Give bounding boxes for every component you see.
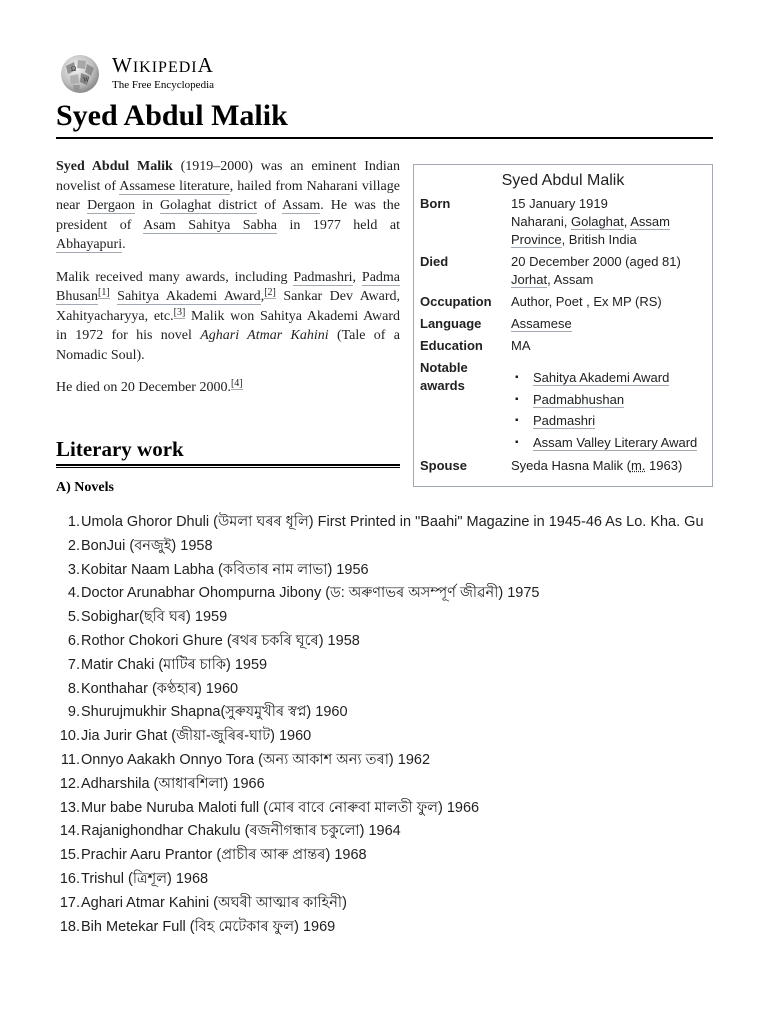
novel-title: Rothor Chokori Ghure (ৰথৰ চকৰি ঘূৰে) 1958 (81, 632, 360, 649)
infobox-row-language (420, 315, 706, 333)
novel-title: Bih Metekar Full (বিহ মেটেকাৰ ফুল) 1969 (81, 918, 336, 935)
text: , (352, 269, 362, 285)
list-item (56, 654, 716, 678)
text: Malik won Sahitya Akademi Award in 1972 for his novel (56, 308, 400, 343)
wordmark-title: WIKIPEDIA (112, 53, 214, 77)
list-item (56, 916, 716, 940)
link-jorhat[interactable]: Jorhat (511, 272, 548, 287)
text: He died on 20 December 2000. (56, 380, 231, 395)
list-number: 4. (67, 585, 80, 602)
list-item (56, 820, 716, 844)
link-golaghat-district[interactable]: Golaghat district (159, 198, 258, 213)
list-number: 18. (59, 918, 80, 935)
born-date: 15 January 1919 (511, 196, 608, 211)
lead-section (56, 157, 400, 411)
award-item (511, 389, 706, 411)
died-place (511, 271, 706, 289)
section-heading-literary-work: Literary work (56, 437, 184, 461)
novel-title: Konthahar (কণ্ঠহাৰ) 1960 (81, 680, 239, 697)
list-item (56, 844, 716, 868)
infobox-row-spouse (420, 457, 706, 475)
infobox-label: Notable awards (420, 360, 468, 393)
infobox-row-born (420, 195, 706, 249)
infobox-row-occupation (420, 293, 706, 311)
list-number: 11. (60, 751, 80, 768)
svg-text:W: W (83, 76, 90, 84)
list-number: 9. (67, 704, 80, 721)
text: in (135, 198, 160, 213)
wordmark-tagline: The Free Encyclopedia (112, 79, 215, 91)
list-number: 15. (59, 847, 80, 864)
infobox-label: Born (420, 196, 451, 211)
link-assamese[interactable]: Assamese (511, 316, 572, 331)
list-number: 2. (67, 537, 80, 554)
infobox-value (511, 359, 706, 453)
infobox-label: Died (420, 254, 449, 269)
link-asam-sahitya-sabha[interactable]: Asam Sahitya Sabha (143, 217, 277, 233)
svg-text:Ω: Ω (71, 65, 77, 73)
link-padmashri[interactable]: Padmashri (293, 269, 353, 285)
citation-3[interactable]: [3] (173, 306, 186, 318)
infobox-label: Spouse (420, 458, 467, 473)
section-divider (56, 464, 400, 468)
list-item (56, 773, 716, 797)
link-padma-bhusan[interactable]: Padma Bhusan (56, 269, 401, 304)
text: , Assam (547, 272, 594, 287)
citation-1[interactable]: [1] (98, 287, 110, 298)
infobox-value (511, 253, 706, 289)
list-item (56, 797, 716, 821)
link-assamese-literature[interactable]: Assamese literature (119, 178, 230, 194)
citation-4[interactable]: [4] (230, 378, 243, 389)
list-number: 16. (59, 870, 80, 887)
infobox-label: Occupation (420, 294, 492, 309)
novel-title: Shurujmukhir Shapna(সুৰুযমুখীৰ স্বপ্ন) 1960 (81, 704, 348, 721)
link-assam-province[interactable]: Assam Province (511, 214, 670, 247)
born-place (511, 213, 706, 249)
awards-list (511, 367, 706, 453)
novels-list (56, 511, 716, 939)
list-item (56, 511, 716, 535)
link-golaghat[interactable]: Golaghat (570, 214, 624, 229)
novel-title: Jia Jurir Ghat (জীয়া-জুৰিৰ-ঘাট) 1960 (81, 728, 312, 745)
list-number: 12. (59, 775, 80, 792)
infobox-value: Author, Poet , Ex MP (RS) (511, 294, 662, 309)
link-award[interactable]: Padmashri (533, 413, 596, 428)
list-item (56, 701, 716, 725)
list-item (56, 678, 716, 702)
award-item (511, 367, 706, 389)
novel-title: Mur babe Nuruba Maloti full (মোৰ বাবে নোৰুবা মালতী ফুল) 1966 (81, 799, 480, 816)
link-award[interactable]: Assam Valley Literary Award (533, 434, 698, 450)
subject-name: Syed Abdul Malik (56, 159, 173, 174)
list-item (56, 606, 716, 630)
novel-title: Onnyo Aakakh Onnyo Tora (অন্য আকাশ অন্য তৰা) 1962 (81, 751, 431, 768)
list-item (56, 725, 716, 749)
novel-title: Trishul (ত্ৰিশূল) 1968 (81, 870, 209, 887)
link-dergaon[interactable]: Dergaon (87, 198, 136, 213)
married-abbr: m. (630, 458, 646, 473)
list-number: 8. (67, 680, 80, 697)
list-number: 17. (59, 894, 80, 911)
text: (1919–2000) was an eminent Indian novelist of (56, 159, 400, 194)
text: Sankar Dev Award, Xahityacharyya, etc. (56, 289, 401, 324)
novel-title: Matir Chaki (মাটিৰ চাকি) 1959 (81, 656, 268, 673)
infobox (413, 164, 713, 487)
lead-paragraph-1 (56, 157, 400, 255)
text: , (623, 214, 631, 229)
spouse-year: 1963) (645, 458, 683, 473)
text: , hailed from Naharani village near (56, 178, 400, 213)
novel-title: Aghari Atmar Kahini (200, 328, 329, 343)
text: in 1977 held at (276, 217, 400, 233)
infobox-row-died (420, 253, 706, 289)
novel-title: Rajanighondhar Chakulu (ৰজনীগন্ধাৰ চকুলো) 1964 (81, 823, 401, 840)
novel-title: BonJui (বনজুই) 1958 (81, 537, 213, 554)
link-sahitya-akademi-award[interactable]: Sahitya Akademi Award (117, 289, 261, 304)
wordmark[interactable] (112, 54, 214, 92)
text: (Tale of a Nomadic Soul). (56, 328, 400, 363)
infobox-label: Language (420, 316, 482, 331)
award-item (511, 410, 706, 432)
text: , British India (561, 232, 637, 247)
novel-title: Sobighar(ছবি ঘৰ) 1959 (81, 609, 228, 626)
list-number: 13. (59, 799, 80, 816)
infobox-value (511, 457, 706, 475)
page-title: Syed Abdul Malik (56, 99, 288, 132)
subheading-novels: A) Novels (56, 480, 114, 495)
infobox-value (511, 195, 706, 249)
list-item (56, 749, 716, 773)
award-item (511, 432, 706, 454)
lead-paragraph-3 (56, 378, 400, 398)
infobox-value: MA (511, 338, 531, 353)
novel-title: Prachir Aaru Prantor (প্ৰাচীৰ আৰু প্ৰান্তৰ) 1968 (81, 847, 367, 864)
site-header (56, 52, 214, 94)
novel-title: Aghari Atmar Kahini (অঘৰী আত্মাৰ কাহিনী) (81, 894, 347, 911)
text: Malik received many awards, including (56, 269, 294, 285)
link-abhayapuri[interactable]: Abhayapuri (56, 237, 123, 252)
list-number: 6. (67, 632, 80, 649)
link-award[interactable]: Padmabhushan (533, 391, 625, 407)
list-item (56, 630, 716, 654)
list-item (56, 868, 716, 892)
list-number: 10. (59, 728, 80, 745)
list-number: 7. (67, 656, 80, 673)
lead-paragraph-2: Malik received many awards, including Padmashri, Padma Bhusan[1] Sahitya Akademi Award,[2] Sankar Dev Award, Xahityacharyya, etc.[3] Malik won Sahitya Akademi Award in 1972 for his novel Aghari Atmar Kahini (Tale of a Nomadic Soul). (56, 269, 401, 363)
list-item (56, 582, 716, 606)
infobox-row-awards (420, 359, 706, 453)
list-number: 14. (59, 823, 80, 840)
text: . (122, 237, 126, 252)
citation-2[interactable]: [2] (264, 287, 276, 298)
list-number: 3. (67, 561, 80, 578)
link-assam[interactable]: Assam (282, 198, 321, 213)
title-divider (56, 137, 713, 139)
infobox-value (511, 315, 706, 333)
list-item (56, 535, 716, 559)
list-item (56, 559, 716, 583)
text: Naharani, (511, 214, 571, 229)
infobox-title: Syed Abdul Malik (501, 172, 625, 189)
infobox-label: Education (420, 338, 483, 353)
novel-title: Umola Ghoror Dhuli (উমলা ঘৰৰ ধূলি) First Printed in "Baahi" Magazine in 1945-46 As Lo. Kha. Gu (81, 514, 704, 530)
text: of (257, 198, 283, 213)
novel-title: Kobitar Naam Labha (কবিতাৰ নাম লাভা) 1956 (81, 561, 369, 578)
list-number: 1. (67, 514, 80, 530)
list-item (56, 892, 716, 916)
novel-title: Adharshila (আধাৰশিলা) 1966 (81, 775, 265, 792)
wikipedia-globe-icon[interactable] (56, 52, 104, 94)
list-number: 5. (67, 609, 80, 626)
text: . He was the president of (56, 198, 400, 233)
novel-title: Doctor Arunabhar Ohompurna Jibony (ড: অৰুণাভৰ অসম্পূৰ্ণ জীৱনী) 1975 (81, 585, 540, 602)
infobox-row-education (420, 337, 706, 355)
spouse-name: Syeda Hasna Malik ( (511, 458, 631, 473)
link-award[interactable]: Sahitya Akademi Award (533, 370, 670, 385)
died-date: 20 December 2000 (aged 81) (511, 254, 681, 269)
